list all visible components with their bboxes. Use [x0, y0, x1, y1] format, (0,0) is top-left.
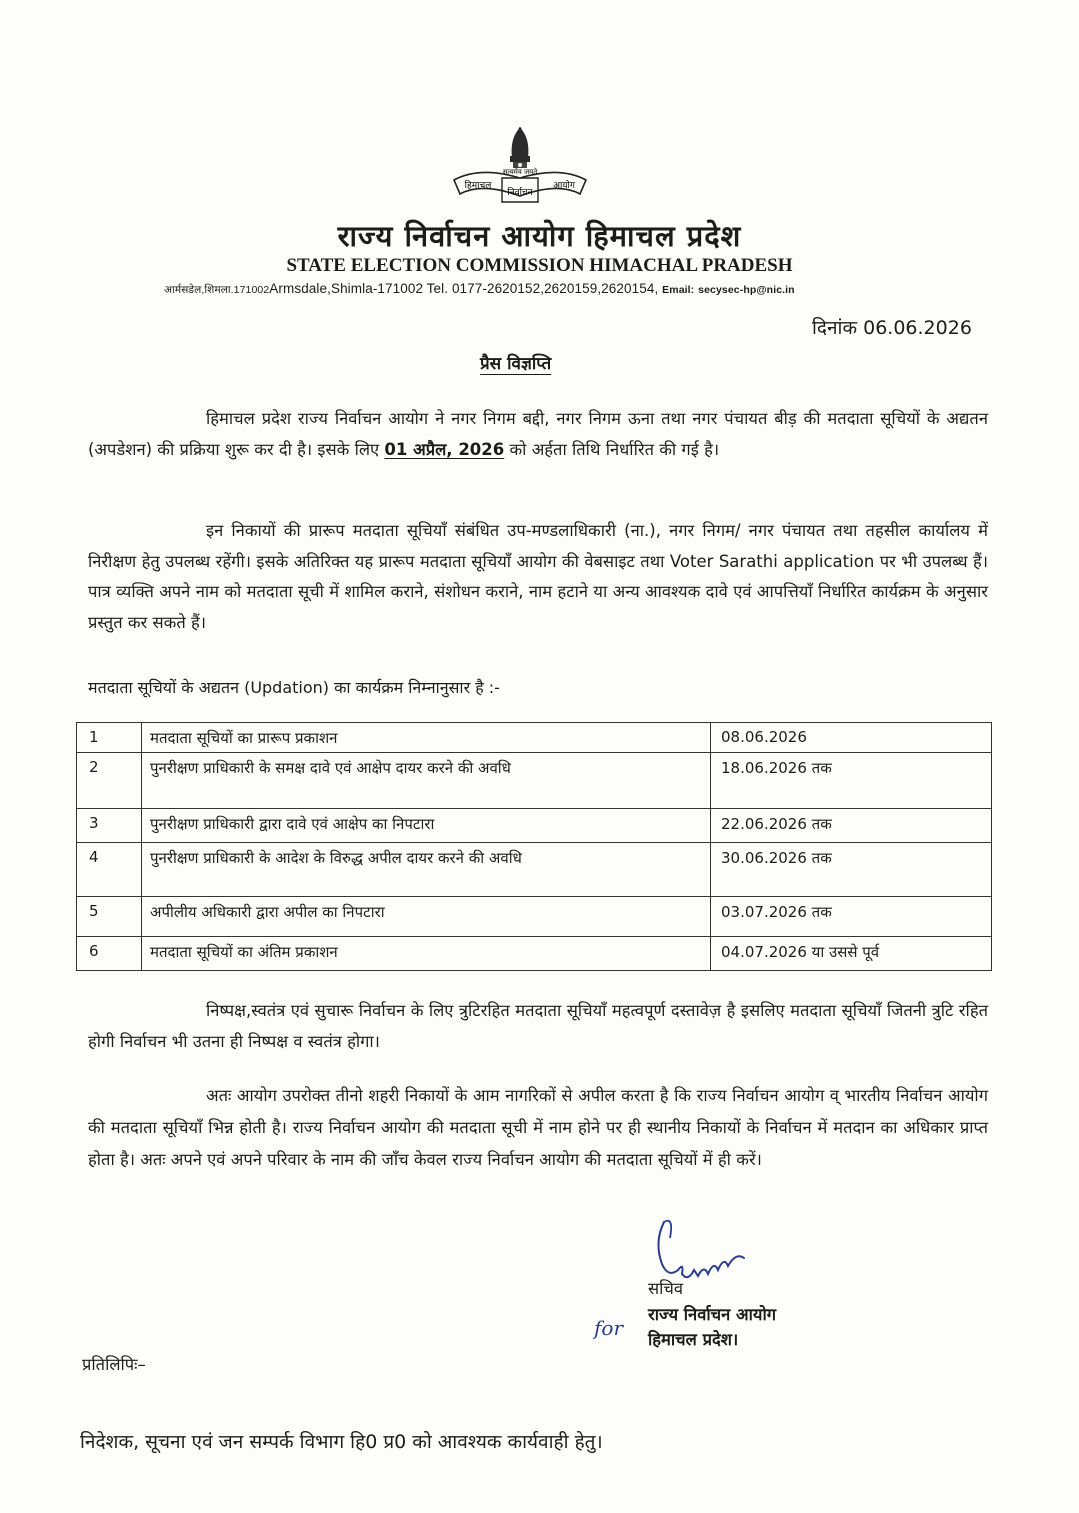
date-label: दिनांक [812, 317, 858, 339]
row-activity: मतदाता सूचियों का अंतिम प्रकाशन [142, 937, 711, 971]
table-row [77, 809, 992, 843]
table-row [77, 753, 992, 809]
paragraph-intro-end: को अर्हता तिथि निर्धारित की गई है। [509, 440, 720, 460]
row-date: 03.07.2026 तक [711, 897, 992, 937]
row-date: 18.06.2026 तक [711, 753, 992, 809]
date-value: 06.06.2026 [863, 317, 972, 339]
paragraph-importance-text: निष्पक्ष,स्वतंत्र एवं सुचारू निर्वाचन के लिए त्रुटिरहित मतदाता सूचियाँ महत्वपूर्ण दस्तावेज़ है इसलिए मतदाता सूचियाँ जितनी त्रुटि रहित होगी निर्वाचन भी उतना ही निष्पक्ष व स्वतंत्र होगा। [88, 1001, 988, 1052]
schedule-table [76, 722, 992, 971]
schedule-intro: मतदाता सूचियों के अद्यतन (Updation) का कार्यक्रम निम्नानुसार है :- [88, 678, 500, 697]
table-row [77, 937, 992, 971]
press-release-heading: प्रैस विज्ञप्ति [480, 354, 552, 374]
copy-label: प्रतिलिपिः– [82, 1355, 146, 1374]
signatory-office-line2: हिमाचल प्रदेश। [648, 1330, 739, 1350]
row-number: 5 [77, 897, 142, 937]
document-date [812, 314, 972, 340]
state-emblem [440, 118, 600, 218]
commission-title-english: STATE ELECTION COMMISSION HIMACHAL PRADESH [286, 255, 793, 276]
signatory-designation: सचिव [648, 1279, 684, 1298]
emblem-ribbon-right: आयोग [553, 181, 575, 191]
for-mark: for [594, 1316, 624, 1340]
row-date: 30.06.2026 तक [711, 843, 992, 897]
table-row [77, 843, 992, 897]
signatory-office-line1: राज्य निर्वाचन आयोग [648, 1304, 777, 1324]
row-number: 6 [77, 937, 142, 971]
address-hindi: आर्मसडेल,शिमला.171002 [164, 284, 270, 296]
table-row [77, 723, 992, 753]
paragraph-draft-rolls-text: इन निकायों की प्रारूप मतदाता सूचियाँ संबंधित उप-मण्डलाधिकारी (ना.), नगर निगम/ नगर पंचायत तथा तहसील कार्यालय में निरीक्षण हेतु उपलब्ध रहेंगी। इसके अतिरिक्त यह प्रारूप मतदाता सूचियाँ आयोग की वेबसाइट तथा Voter Sarathi application पर भी उपलब्ध हैं। पात्र व्यक्ति अपने नाम को मतदाता सूची में शामिल कराने, संशोधन कराने, नाम हटाने या अन्य आवश्यक दावे एवं आपत्तियाँ निर्धारित कार्यक्रम के अनुसार प्रस्तुत कर सकते हैं। [88, 521, 988, 632]
commission-title-hindi: राज्य निर्वाचन आयोग हिमाचल प्रदेश [337, 219, 742, 253]
row-activity: पुनरीक्षण प्राधिकारी द्वारा दावे एवं आक्षेप का निपटारा [142, 809, 711, 843]
row-activity: पुनरीक्षण प्राधिकारी के समक्ष दावे एवं आक्षेप दायर करने की अवधि [142, 753, 711, 809]
paragraph-intro-text: हिमाचल प्रदेश राज्य निर्वाचन आयोग ने नगर निगम बद्दी, नगर निगम ऊना तथा नगर पंचायत बीड़ की मतदाता सूचियों के अद्यतन (अपडेशन) की प्रक्रिया शुरू कर दी है। इसके लिए [88, 409, 988, 460]
paragraph-appeal [88, 1080, 988, 1177]
paragraph-draft-rolls [88, 516, 988, 638]
email-address: secysec-hp@nic.in [698, 284, 795, 296]
emblem-motto: सत्यमेव जयते [502, 168, 538, 176]
emblem-ribbon-left: हिमाचल [464, 181, 492, 191]
row-date: 04.07.2026 या उससे पूर्व [711, 937, 992, 971]
row-number: 2 [77, 753, 142, 809]
paragraph-intro [88, 403, 988, 466]
row-number: 4 [77, 843, 142, 897]
row-activity: मतदाता सूचियों का प्रारूप प्रकाशन [142, 723, 711, 753]
commission-address [164, 281, 795, 297]
row-number: 3 [77, 809, 142, 843]
copy-recipient: निदेशक, सूचना एवं जन सम्पर्क विभाग हि0 प्र0 को आवश्यक कार्यवाही हेतु। [80, 1431, 603, 1453]
signatory-block [648, 1276, 776, 1353]
row-date: 08.06.2026 [711, 723, 992, 753]
address-english: Armsdale,Shimla-171002 Tel. 0177-2620152,2620159,2620154, [269, 281, 659, 296]
row-number: 1 [77, 723, 142, 753]
emblem-ribbon-center: निर्वाचन [507, 188, 533, 198]
table-row [77, 897, 992, 937]
qualifying-date: 01 अप्रैल, 2026 [384, 440, 505, 460]
row-activity: पुनरीक्षण प्राधिकारी के आदेश के विरुद्ध अपील दायर करने की अवधि [142, 843, 711, 897]
email-label: Email: [662, 284, 695, 296]
row-activity: अपीलीय अधिकारी द्वारा अपील का निपटारा [142, 897, 711, 937]
paragraph-appeal-text: अतः आयोग उपरोक्त तीनो शहरी निकायों के आम नागरिकों से अपील करता है कि राज्य निर्वाचन आयोग व् भारतीय निर्वाचन आयोग की मतदाता सूचियाँ भिन्न होती है। राज्य निर्वाचन आयोग की मतदाता सूची में नाम होने पर ही स्थानीय निकायों के निर्वाचन में मतदान का अधिकार प्राप्त होता है। अतः अपने एवं अपने परिवार के नाम की जाँच केवल राज्य निर्वाचन आयोग की मतदाता सूचियों में ही करें। [88, 1086, 988, 1170]
state-emblem-icon [440, 118, 600, 218]
row-date: 22.06.2026 तक [711, 809, 992, 843]
paragraph-importance [88, 995, 988, 1058]
